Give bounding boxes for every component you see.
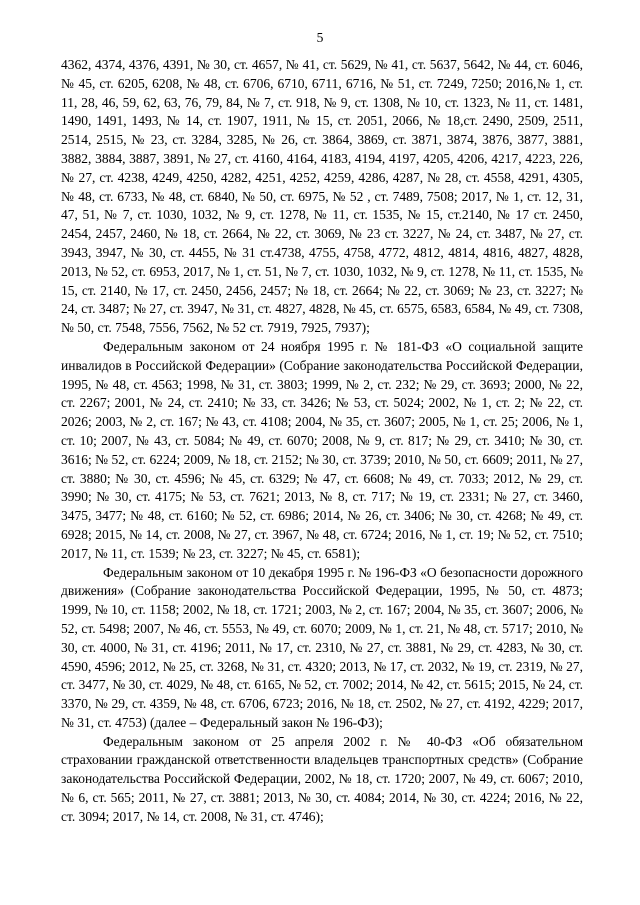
paragraph-law-181-fz: Федеральным законом от 24 ноября 1995 г. № 181-ФЗ «О социальной защите инвалидов в Российской Федерации» (Собрание законодательства Российской Федерации, 1995, № 48, ст. 4563; 1998, № 31, ст. 3803; 1999, № 2, ст. 232; № 29, ст. 3693; 2000, № 22, ст. 2267; 2001, № 24, ст. 2410; № 33, ст. 3426; № 53, ст. 5024; 2002, № 1, ст. 2; № 22, ст. 2026; 2003, № 2, ст. 167; № 43, ст. 4108; 2004, № 35, ст. 3607; 2005, № 1, ст. 25; 2006, № 1, ст. 10; 2007, № 43, ст. 5084; № 49, ст. 6070; 2008, № 9, ст. 817; № 29, ст. 3410; № 30, ст. 3616; № 52, ст. 6224; 2009, № 18, ст. 2152; № 30, ст. 3739; 2010, № 50, ст. 6609; 2011, № 27, ст. 3880; № 30, ст. 4596; № 45, ст. 6329; № 47, ст. 6608; № 49, ст. 7033; 2012, № 29, ст. 3990; № 30, ст. 4175; № 53, ст. 7621; 2013, № 8, ст. 717; № 19, ст. 2331; № 27, ст. 3460, 3475, 3477; № 48, ст. 6160; № 52, ст. 6986; 2014, № 26, ст. 3406; № 30, ст. 4268; № 49, ст. 6928; 2015, № 14, ст. 2008, № 27, ст. 3967, № 48, ст. 6724; 2016, № 1, ст. 19; № 52, ст. 7510; 2017, № 11, ст. 1539; № 23, ст. 3227; № 45, ст. 6581); xyxy=(61,338,583,561)
paragraph-citation-continuation: 4362, 4374, 4376, 4391, № 30, ст. 4657, № 41, ст. 5629, № 41, ст. 5637, 5642, № 44, ст. 6046, № 45, ст. 6205, 6208, № 48, ст. 6706, 6710, 6711, 6716, № 51, ст. 7249, 7250; 2016,№ 1, ст. 11, 28, 46, 59, 62, 63, 76, 79, 84, № 7, ст. 918, № 9, ст. 1308, № 10, ст. 1323, № 11, ст. 1481, 1490, 1491, 1493, № 14, ст. 1907, 1911, № 15, ст. 2051, 2066, № 18,ст. 2490, 2509, 2511, 2514, 2515, № 23, ст. 3284, 3285, № 26, ст. 3864, 3869, ст. 3871, 3874, 3876, 3877, 3881, 3882, 3884, 3887, 3891, № 27, ст. 4160, 4164, 4183, 4194, 4197, 4205, 4206, 4217, 4223, 226, № 27, ст. 4238, 4249, 4250, 4282, 4251, 4252, 4259, 4286, 4287, № 28, ст. 4558, 4291, 4305, № 48, ст. 6733, № 48, ст. 6840, № 50, ст. 6975, № 52 , ст. 7489, 7508; 2017, № 1, ст. 12, 31, 47, 51, № 7, ст. 1030, 1032, № 9, ст. 1278, № 11, ст. 1535, № 15, ст.2140, № 17 ст. 2450, 2454, 2457, 2460, № 18, ст. 2664, № 22, ст. 3069, № 23 ст. 3227, № 24, ст. 3487, № 27, ст. 3943, 3947, № 30, ст. 4455, № 31 ст.4738, 4755, 4758, 4772, 4812, 4814, 4816, 4827, 4828, 2013, № 52, ст. 6953, 2017, № 1, ст. 51, № 7, ст. 1030, 1032, № 9, ст. 1278, № 11, ст. 1535, № 15, ст. 2140, № 17, ст. 2450, 2456, 2457; № 18, ст. 2664; № 22, ст. 3069; № 23, ст. 3227; № 24, ст. 3487; № 27, ст. 3947, № 31, ст. 4827, 4828, № 45, ст. 6575, 6583, 6584, № 49, ст. 7308, № 50, ст. 7548, 7556, 7562, № 52 ст. 7919, 7925, 7937); xyxy=(61,57,583,336)
paragraph-law-196-fz: Федеральным законом от 10 декабря 1995 г. № 196-ФЗ «О безопасности дорожного движения» (Собрание законодательства Российской Федерации, 1995, № 50, ст. 4873; 1999, № 10, ст. 1158; 2002, № 18, ст. 1721; 2003, № 2, ст. 167; 2004, № 35, ст. 3607; 2006, № 52, ст. 5498; 2007, № 46, ст. 5553, № 49, ст. 6070; 2009, № 1, ст. 21, № 48, ст. 5717; 2010, № 30, ст. 4000, № 31, ст. 4196; 2011, № 17, ст. 2310, № 27, ст. 3881, № 29, ст. 4283, № 30, ст. 4590, 4596; 2012, № 25, ст. 3268, № 31, ст. 4320; 2013, № 17, ст. 2032, № 19, ст. 2319, № 27, ст. 3477, № 30, ст. 4029, № 48, ст. 6165, № 52, ст. 7002; 2014, № 42, ст. 5615; 2015, № 24, ст. 3370, № 29, ст. 4359, № 48, ст. 6706, 6723; 2016, № 18, ст. 2502, № 27, ст. 4192, 4229; 2017, № 31, ст. 4753) (далее – Федеральный закон № 196-ФЗ); xyxy=(61,564,583,730)
paragraph-law-40-fz: Федеральным законом от 25 апреля 2002 г. № 40-ФЗ «Об обязательном страховании гражданской ответственности владельцев транспортных средств» (Собрание законодательства Российской Федерации, 2002, № 18, ст. 1720; 2007, № 49, ст. 6067; 2010, № 6, ст. 565; 2011, № 27, ст. 3881; 2013, № 30, ст. 4084; 2014, № 30, ст. 4224; 2016, № 22, ст. 3094; 2017, № 14, ст. 2008, № 31, ст. 4746); xyxy=(61,733,583,824)
page-number: 5 xyxy=(316,30,324,45)
document-body xyxy=(61,56,583,827)
